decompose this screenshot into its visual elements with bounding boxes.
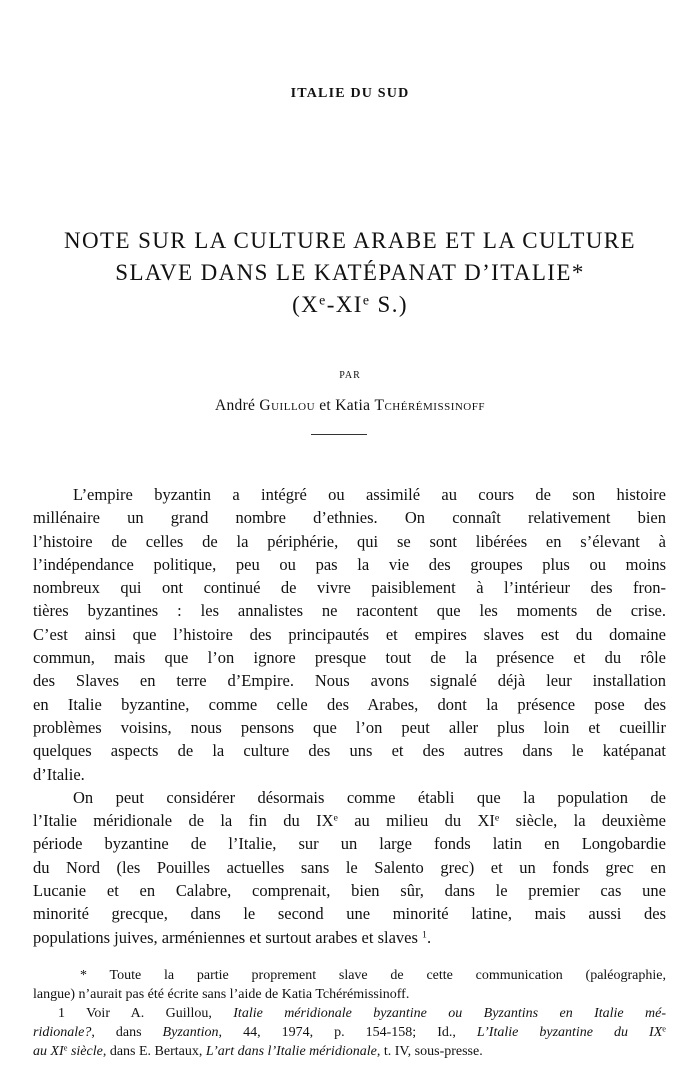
byline-par: PAR	[339, 370, 361, 381]
footnote-1-line: ridionale?, dans Byzantion, 44, 1974, p. 154-158; Id., L’Italie byzantine du IXe	[33, 1024, 666, 1040]
paragraph-line: quelques aspects de la culture des uns et des autres dans le katépanat	[33, 741, 666, 761]
title-line-1: NOTE SUR LA CULTURE ARABE ET LA CULTURE	[64, 228, 636, 253]
paragraph-line: nombreux qui ont continué de vivre paisiblement à l’intérieur des fron-	[33, 578, 666, 598]
byline-authors	[0, 397, 700, 415]
footnote-ref-1[interactable]: 1	[422, 929, 427, 941]
article-title	[20, 225, 680, 321]
paragraph-line: minorité grecque, dans le second une minorité latine, mais aussi des	[33, 904, 666, 924]
paragraph-line: période byzantine de l’Italie, sur un large fonds latin en Longobardie	[33, 834, 666, 854]
paragraph-line: tières byzantines : les annalistes ne racontent que les moments de crise.	[33, 601, 666, 621]
paragraph-line: commun, mais que l’on ignore presque tout de la présence et du rôle	[33, 648, 666, 668]
paragraph-line: L’empire byzantin a intégré ou assimilé au cours de son histoire	[73, 485, 666, 504]
author-2-first: Katia	[335, 397, 371, 414]
author-1-last: Guillou	[259, 397, 316, 414]
paragraph-line: populations juives, arméniennes et surtout arabes et slaves $^1$.	[33, 927, 432, 947]
paragraph-line: l’indépendance politique, peu ou pas la vie des groupes plus ou moins	[33, 554, 666, 574]
paragraph-line: problèmes voisins, nous pensons que l’on peut aller plus loin et cueillir	[33, 717, 666, 737]
title-line-2: SLAVE DANS LE KATÉPANAT D’ITALIE*	[115, 260, 585, 285]
running-head: ITALIE DU SUD	[290, 86, 410, 101]
paragraph-line: en Italie byzantine, comme celle des Arabes, dont la présence pose des	[33, 694, 666, 714]
paragraph-line: C’est ainsi que l’histoire des principautés et empires slaves est du domaine	[33, 624, 666, 644]
title-line-3: (Xe-XIe S.)	[292, 292, 408, 317]
paragraph-line: l’histoire de celles de la périphérie, qui se sont libérées en s’élevant à	[33, 531, 666, 551]
byline-conjunction: et	[319, 397, 332, 414]
footnote-1-line: au XIe siècle, dans E. Bertaux, L’art dans l’Italie méridionale, t. IV, sous-presse.	[33, 1043, 483, 1059]
footnotes	[33, 966, 666, 1061]
paragraph-2	[33, 786, 666, 949]
paragraph-line: Lucanie et en Calabre, comprenait, bien sûr, dans le premier cas une	[33, 881, 666, 901]
separator-rule	[311, 434, 367, 435]
paragraph-line: d’Italie.	[33, 764, 85, 784]
paragraph-1	[33, 483, 666, 786]
paragraph-line: On peut considérer désormais comme établi que la population de	[73, 787, 666, 807]
footnote-star-line: * Toute la partie proprement slave de cette communication (paléographie,	[80, 968, 666, 983]
author-2-last: Tchérémissinoff	[374, 397, 485, 414]
footnote-1-line: 1 Voir A. Guillou, Italie méridionale byzantine ou Byzantins en Italie mé-	[58, 1006, 666, 1021]
author-1-first: André	[214, 397, 256, 414]
paragraph-line: l’Italie méridionale de la fin du IXe au milieu du XIe siècle, la deuxième	[33, 811, 666, 831]
paragraph-line: millénaire un grand nombre d’ethnies. On connaît relativement bien	[33, 508, 666, 528]
footnote-star-line: langue) n’aurait pas été écrite sans l’aide de Katia Tchérémissinoff.	[33, 987, 410, 1002]
body-text	[33, 483, 666, 949]
paragraph-line: des Slaves en terre d’Empire. Nous avons signalé déjà leur installation	[33, 671, 666, 691]
paragraph-line: du Nord (les Pouilles actuelles sans le Salento grec) et un fonds grec en	[33, 857, 666, 877]
